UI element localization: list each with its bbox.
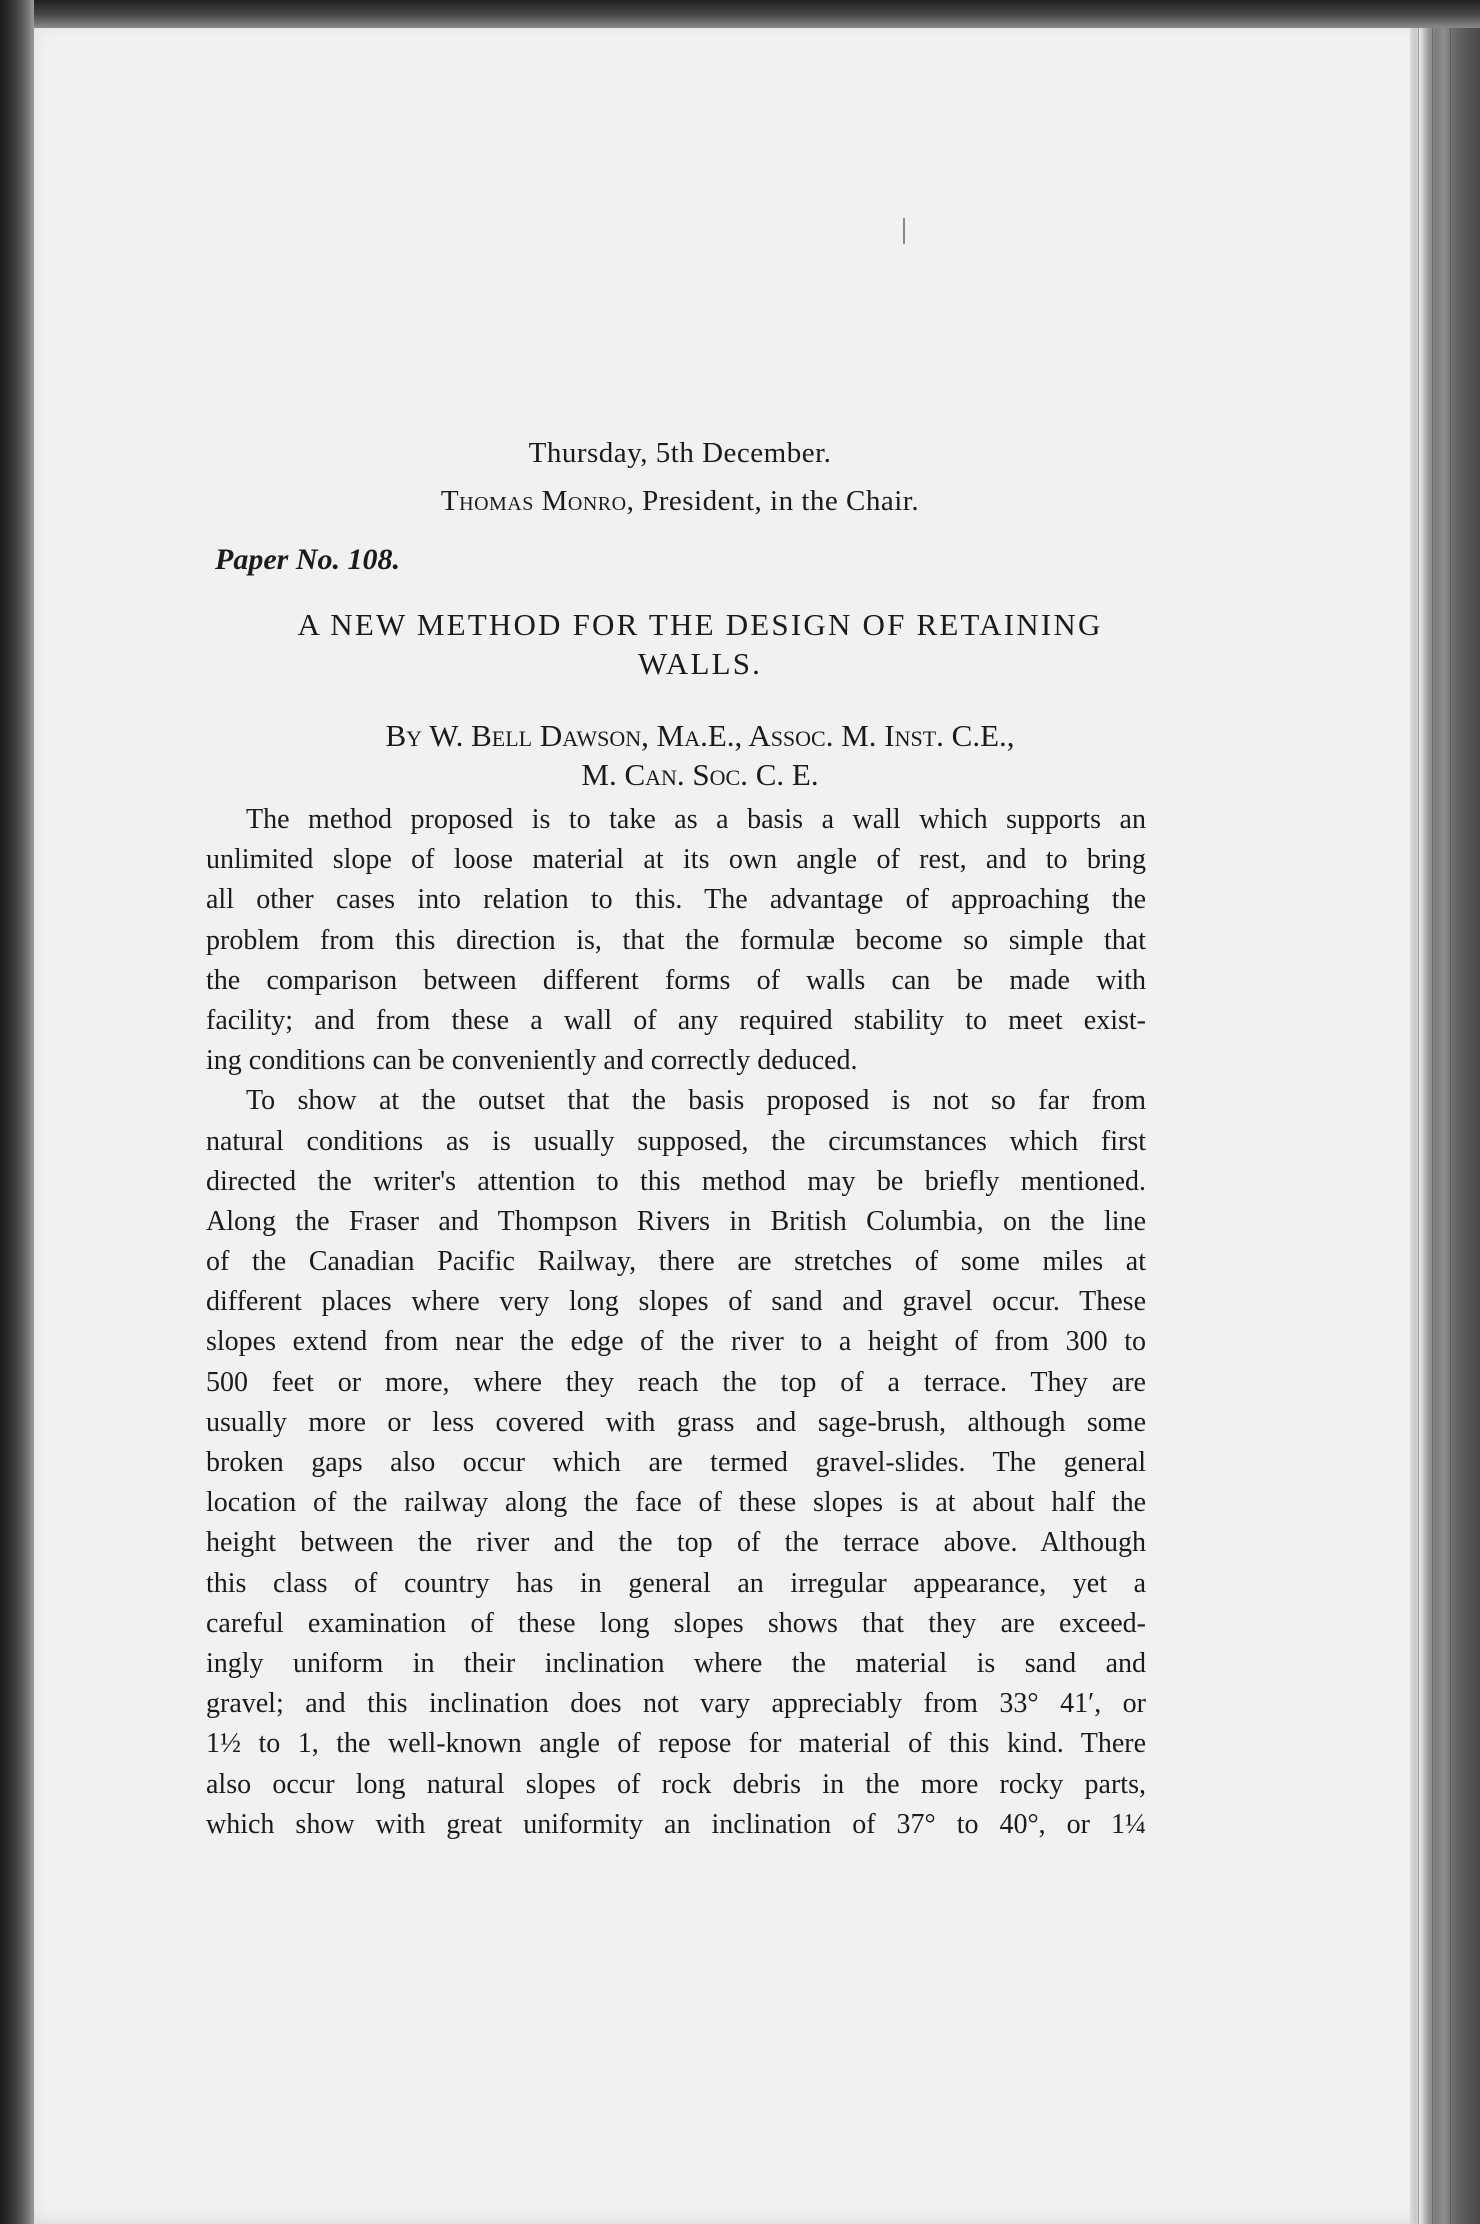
paragraph-line: height between the river and the top of the terrace above. Although: [206, 1527, 1146, 1559]
page-mark: [903, 218, 905, 244]
paragraph-line: 500 feet or more, where they reach the top of a terrace. They are: [206, 1366, 1146, 1398]
paragraph-line: facility; and from these a wall of any required stability to meet exist-: [206, 1004, 1146, 1036]
paragraph-line: this class of country has in general an irregular appearance, yet a: [206, 1567, 1146, 1599]
paragraph-line: broken gaps also occur which are termed gravel-slides. The general: [206, 1447, 1146, 1478]
paper-title-line-1: A NEW METHOD FOR THE DESIGN OF RETAINING: [297, 607, 1103, 642]
paragraph-line: which show with great uniformity an inclination of 37° to 40°, or 1¼: [206, 1808, 1146, 1840]
scan-left-edge: [0, 0, 34, 2224]
paragraph-line: all other cases into relation to this. The advantage of approaching the: [206, 884, 1146, 916]
chair-name: Thomas Monro: [440, 485, 627, 517]
paragraph-line: problem from this direction is, that the formulæ become so simple that: [206, 924, 1146, 956]
author-byline-line-2: M. Can. Soc. C. E.: [581, 757, 819, 792]
meeting-date: Thursday, 5th December.: [528, 437, 832, 469]
paragraph-line: 1½ to 1, the well-known angle of repose for material of this kind. There: [206, 1728, 1146, 1760]
paragraph-line: Along the Fraser and Thompson Rivers in British Columbia, on the line: [206, 1205, 1146, 1237]
scan-top-edge: [0, 0, 1480, 28]
paragraph-line: the comparison between different forms of walls can be made with: [206, 964, 1146, 996]
paper-number: Paper No. 108.: [215, 543, 400, 576]
paragraph: [206, 1081, 1146, 1845]
article-body: [206, 800, 1146, 1845]
author-byline-line-1: By W. Bell Dawson, Ma.E., Assoc. M. Inst. C.E.,: [385, 718, 1015, 753]
paragraph-line: To show at the outset that the basis proposed is not so far from: [246, 1085, 1146, 1117]
chair-role: , President, in the Chair.: [626, 485, 920, 517]
paragraph-line: gravel; and this inclination does not vary appreciably from 33° 41′, or: [206, 1688, 1146, 1720]
paragraph-line: careful examination of these long slopes shows that they are exceed-: [206, 1607, 1146, 1639]
fore-edge-line: [1418, 22, 1419, 2224]
meeting-chair: [300, 485, 1060, 518]
paragraph-line: of the Canadian Pacific Railway, there are stretches of some miles at: [206, 1246, 1146, 1278]
paragraph-line: The method proposed is to take as a basis a wall which supports an: [246, 804, 1146, 835]
paragraph-line: also occur long natural slopes of rock debris in the more rocky parts,: [206, 1768, 1146, 1800]
paragraph-line: ing conditions can be conveniently and correctly deduced.: [206, 1045, 858, 1077]
book-fore-edge: [1410, 22, 1480, 2224]
fore-edge-line: [1450, 22, 1451, 2224]
paper-title-line-2: WALLS.: [637, 646, 763, 681]
paragraph: [206, 800, 1146, 1081]
fore-edge-line: [1432, 22, 1433, 2224]
paragraph-line: natural conditions as is usually supposed, the circumstances which first: [206, 1125, 1146, 1157]
paragraph-line: directed the writer's attention to this method may be briefly mentioned.: [206, 1165, 1146, 1197]
paragraph-line: ingly uniform in their inclination where the material is sand and: [206, 1647, 1146, 1679]
paragraph-line: slopes extend from near the edge of the river to a height of from 300 to: [206, 1326, 1146, 1358]
paragraph-line: location of the railway along the face of these slopes is at about half the: [206, 1487, 1146, 1519]
paragraph-line: usually more or less covered with grass and sage-brush, although some: [206, 1406, 1146, 1438]
paragraph-line: different places where very long slopes of sand and gravel occur. These: [206, 1286, 1146, 1318]
paragraph-line: unlimited slope of loose material at its own angle of rest, and to bring: [206, 844, 1146, 876]
